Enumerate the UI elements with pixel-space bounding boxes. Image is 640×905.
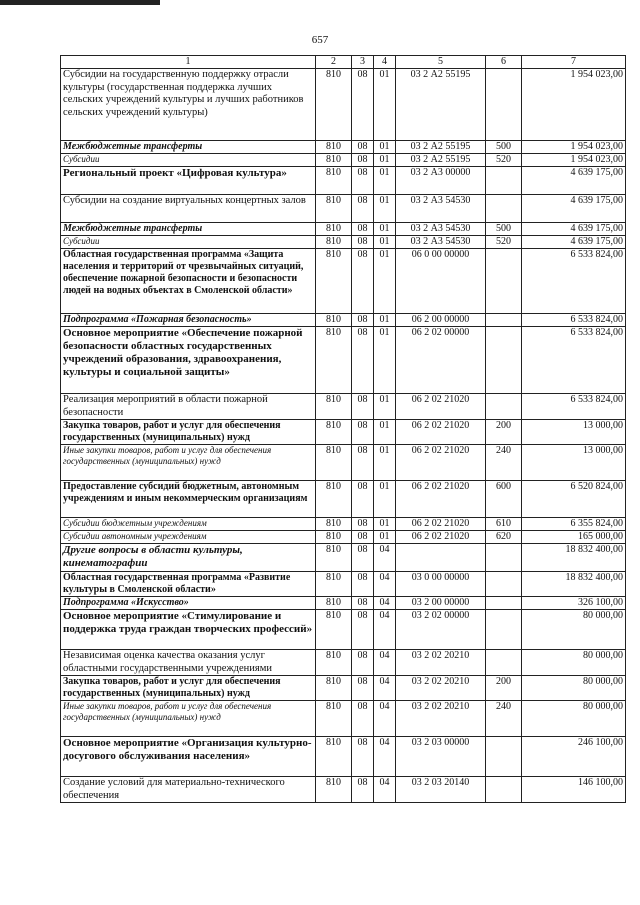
table-row: [61, 445, 626, 481]
row-amount: 6 533 824,00: [522, 327, 626, 394]
header-col-3: 3: [352, 56, 374, 69]
row-code-admin: 810: [316, 154, 352, 167]
row-code-section: 08: [352, 737, 374, 777]
budget-table: [60, 55, 626, 803]
row-amount: 4 639 175,00: [522, 223, 626, 236]
row-code-admin: 810: [316, 737, 352, 777]
table-body: [61, 69, 626, 803]
table-row: [61, 327, 626, 394]
header-col-7: 7: [522, 56, 626, 69]
row-code-target: 03 2 02 20210: [396, 676, 486, 701]
row-name: Подпрограмма «Искусство»: [61, 597, 316, 610]
row-amount: 13 000,00: [522, 445, 626, 481]
table-row: [61, 544, 626, 572]
row-amount: 18 832 400,00: [522, 544, 626, 572]
row-code-target: 06 2 02 21020: [396, 481, 486, 518]
row-code-admin: 810: [316, 650, 352, 676]
row-code-target: 03 2 А3 54530: [396, 223, 486, 236]
row-code-expense-type: [486, 249, 522, 314]
scan-edge-mark: [0, 0, 160, 5]
row-code-admin: 810: [316, 610, 352, 650]
row-code-subsection: 04: [374, 737, 396, 777]
row-code-subsection: 01: [374, 327, 396, 394]
row-code-subsection: 01: [374, 481, 396, 518]
table-row: [61, 676, 626, 701]
row-name: Субсидии бюджетным учреждениям: [61, 518, 316, 531]
row-code-section: 08: [352, 701, 374, 737]
table-row: [61, 701, 626, 737]
row-code-expense-type: [486, 69, 522, 141]
row-code-target: 03 2 А2 55195: [396, 141, 486, 154]
row-name: Областная государственная программа «Развитие культуры в Смоленской области»: [61, 572, 316, 597]
header-col-1: 1: [61, 56, 316, 69]
row-code-target: 06 2 00 00000: [396, 314, 486, 327]
row-amount: 6 533 824,00: [522, 249, 626, 314]
row-amount: 6 533 824,00: [522, 394, 626, 420]
table-row: [61, 69, 626, 141]
row-code-admin: 810: [316, 195, 352, 223]
row-code-target: 03 2 00 00000: [396, 597, 486, 610]
row-code-admin: 810: [316, 141, 352, 154]
row-name: Предоставление субсидий бюджетным, автономным учреждениям и иным некоммерческим организациям: [61, 481, 316, 518]
row-name: Основное мероприятие «Организация культурно-досугового обслуживания населения»: [61, 737, 316, 777]
row-amount: 80 000,00: [522, 650, 626, 676]
row-code-admin: 810: [316, 223, 352, 236]
row-code-subsection: 01: [374, 249, 396, 314]
row-code-target: 03 0 00 00000: [396, 572, 486, 597]
row-code-expense-type: [486, 737, 522, 777]
row-code-admin: 810: [316, 445, 352, 481]
row-code-subsection: 01: [374, 223, 396, 236]
row-code-subsection: 04: [374, 650, 396, 676]
row-code-target: 06 2 02 21020: [396, 420, 486, 445]
row-code-expense-type: [486, 544, 522, 572]
row-code-admin: 810: [316, 249, 352, 314]
row-code-target: 03 2 А2 55195: [396, 69, 486, 141]
row-amount: 6 520 824,00: [522, 481, 626, 518]
row-code-admin: 810: [316, 531, 352, 544]
row-code-subsection: 01: [374, 531, 396, 544]
row-code-expense-type: 500: [486, 141, 522, 154]
row-code-target: 03 2 А2 55195: [396, 154, 486, 167]
table-row: [61, 518, 626, 531]
row-code-expense-type: 520: [486, 154, 522, 167]
row-amount: 80 000,00: [522, 676, 626, 701]
row-code-admin: 810: [316, 544, 352, 572]
row-name: Независимая оценка качества оказания услуг областными государственными учреждениями: [61, 650, 316, 676]
row-code-subsection: 01: [374, 394, 396, 420]
row-code-subsection: 01: [374, 167, 396, 195]
page-number: 657: [311, 34, 329, 46]
row-code-section: 08: [352, 69, 374, 141]
row-code-admin: 810: [316, 597, 352, 610]
header-col-6: 6: [486, 56, 522, 69]
row-code-admin: 810: [316, 236, 352, 249]
row-code-section: 08: [352, 141, 374, 154]
row-code-expense-type: 620: [486, 531, 522, 544]
row-name: Закупка товаров, работ и услуг для обеспечения государственных (муниципальных) нужд: [61, 420, 316, 445]
row-name: Межбюджетные трансферты: [61, 223, 316, 236]
table-row: [61, 777, 626, 803]
row-amount: 1 954 023,00: [522, 154, 626, 167]
row-code-section: 08: [352, 236, 374, 249]
table-row: [61, 314, 626, 327]
row-code-expense-type: 200: [486, 420, 522, 445]
row-amount: 13 000,00: [522, 420, 626, 445]
row-code-subsection: 04: [374, 610, 396, 650]
row-code-section: 08: [352, 167, 374, 195]
row-code-subsection: 04: [374, 701, 396, 737]
table-row: [61, 236, 626, 249]
row-code-section: 08: [352, 531, 374, 544]
row-name: Основное мероприятие «Обеспечение пожарной безопасности областных государственных учреждений образования, здравоохранения, культуры и социальной защиты»: [61, 327, 316, 394]
row-amount: 80 000,00: [522, 701, 626, 737]
row-code-section: 08: [352, 676, 374, 701]
row-name: Создание условий для материально-технического обеспечения: [61, 777, 316, 803]
row-code-subsection: 04: [374, 572, 396, 597]
table-row: [61, 195, 626, 223]
table-row: [61, 481, 626, 518]
row-amount: 80 000,00: [522, 610, 626, 650]
row-code-expense-type: 200: [486, 676, 522, 701]
row-amount: 246 100,00: [522, 737, 626, 777]
row-code-subsection: 04: [374, 676, 396, 701]
row-name: Субсидии на государственную поддержку отрасли культуры (государственная поддержка лучших сельских учреждений культуры и лучших работников сельских учреждений культуры): [61, 69, 316, 141]
row-code-target: 06 2 02 21020: [396, 531, 486, 544]
row-code-admin: 810: [316, 572, 352, 597]
row-code-expense-type: 500: [486, 223, 522, 236]
row-code-subsection: 01: [374, 154, 396, 167]
row-code-section: 08: [352, 572, 374, 597]
row-code-target: 03 2 02 20210: [396, 650, 486, 676]
row-code-expense-type: [486, 167, 522, 195]
row-code-subsection: 01: [374, 518, 396, 531]
row-name: Областная государственная программа «Защита населения и территорий от чрезвычайных ситуаций, обеспечение пожарной безопасности и безопасности людей на водных объектах в Смоленской области»: [61, 249, 316, 314]
header-col-4: 4: [374, 56, 396, 69]
header-col-2: 2: [316, 56, 352, 69]
row-code-target: 03 2 02 20210: [396, 701, 486, 737]
table-row: [61, 394, 626, 420]
row-amount: 4 639 175,00: [522, 236, 626, 249]
table-row: [61, 737, 626, 777]
row-code-admin: 810: [316, 167, 352, 195]
row-code-subsection: 04: [374, 544, 396, 572]
row-code-section: 08: [352, 327, 374, 394]
row-code-expense-type: [486, 777, 522, 803]
row-name: Субсидии автономным учреждениям: [61, 531, 316, 544]
header-row: [61, 56, 626, 69]
row-code-admin: 810: [316, 777, 352, 803]
row-code-admin: 810: [316, 481, 352, 518]
table-row: [61, 420, 626, 445]
row-code-target: 06 0 00 00000: [396, 249, 486, 314]
row-name: Основное мероприятие «Стимулирование и поддержка труда граждан творческих профессий»: [61, 610, 316, 650]
row-name: Реализация мероприятий в области пожарной безопасности: [61, 394, 316, 420]
row-code-target: 06 2 02 21020: [396, 445, 486, 481]
table-row: [61, 610, 626, 650]
row-code-admin: 810: [316, 676, 352, 701]
row-code-target: 03 2 А3 00000: [396, 167, 486, 195]
row-code-section: 08: [352, 154, 374, 167]
row-code-section: 08: [352, 223, 374, 236]
row-code-section: 08: [352, 650, 374, 676]
row-code-expense-type: [486, 650, 522, 676]
row-code-section: 08: [352, 394, 374, 420]
table-row: [61, 572, 626, 597]
table-row: [61, 141, 626, 154]
row-code-expense-type: 240: [486, 445, 522, 481]
row-code-target: 06 2 02 00000: [396, 327, 486, 394]
row-code-target: [396, 544, 486, 572]
table-row: [61, 531, 626, 544]
row-name: Иные закупки товаров, работ и услуг для обеспечения государственных (муниципальных) нужд: [61, 701, 316, 737]
row-code-expense-type: [486, 314, 522, 327]
row-code-admin: 810: [316, 327, 352, 394]
row-code-subsection: 01: [374, 420, 396, 445]
row-code-admin: 810: [316, 314, 352, 327]
row-code-expense-type: [486, 597, 522, 610]
row-code-subsection: 04: [374, 777, 396, 803]
row-code-expense-type: [486, 195, 522, 223]
row-code-expense-type: [486, 394, 522, 420]
row-amount: 326 100,00: [522, 597, 626, 610]
table-row: [61, 167, 626, 195]
row-code-target: 06 2 02 21020: [396, 518, 486, 531]
row-amount: 146 100,00: [522, 777, 626, 803]
row-code-admin: 810: [316, 394, 352, 420]
row-code-expense-type: [486, 327, 522, 394]
row-amount: 6 533 824,00: [522, 314, 626, 327]
row-code-admin: 810: [316, 518, 352, 531]
header-col-5: 5: [396, 56, 486, 69]
table-row: [61, 249, 626, 314]
table-row: [61, 223, 626, 236]
table-row: [61, 650, 626, 676]
row-code-target: 03 2 02 00000: [396, 610, 486, 650]
row-code-section: 08: [352, 481, 374, 518]
row-name: Региональный проект «Цифровая культура»: [61, 167, 316, 195]
row-code-admin: 810: [316, 69, 352, 141]
row-amount: 6 355 824,00: [522, 518, 626, 531]
row-code-subsection: 01: [374, 445, 396, 481]
row-name: Субсидии: [61, 236, 316, 249]
row-code-subsection: 01: [374, 236, 396, 249]
row-amount: 4 639 175,00: [522, 167, 626, 195]
row-name: Подпрограмма «Пожарная безопасность»: [61, 314, 316, 327]
row-code-expense-type: 600: [486, 481, 522, 518]
row-code-section: 08: [352, 314, 374, 327]
table-row: [61, 597, 626, 610]
row-amount: 165 000,00: [522, 531, 626, 544]
row-code-section: 08: [352, 518, 374, 531]
row-code-target: 03 2 А3 54530: [396, 195, 486, 223]
row-name: Другие вопросы в области культуры, кинематографии: [61, 544, 316, 572]
row-code-subsection: 01: [374, 314, 396, 327]
row-amount: 18 832 400,00: [522, 572, 626, 597]
row-code-section: 08: [352, 544, 374, 572]
row-code-expense-type: 240: [486, 701, 522, 737]
row-code-expense-type: [486, 610, 522, 650]
row-code-section: 08: [352, 777, 374, 803]
row-code-section: 08: [352, 420, 374, 445]
row-code-target: 03 2 03 20140: [396, 777, 486, 803]
row-code-subsection: 01: [374, 69, 396, 141]
row-amount: 1 954 023,00: [522, 69, 626, 141]
row-amount: 4 639 175,00: [522, 195, 626, 223]
row-code-expense-type: 610: [486, 518, 522, 531]
row-code-target: 06 2 02 21020: [396, 394, 486, 420]
row-code-target: 03 2 03 00000: [396, 737, 486, 777]
row-code-expense-type: [486, 572, 522, 597]
row-name: Субсидии на создание виртуальных концертных залов: [61, 195, 316, 223]
row-name: Иные закупки товаров, работ и услуг для обеспечения государственных (муниципальных) нужд: [61, 445, 316, 481]
row-code-section: 08: [352, 195, 374, 223]
table-row: [61, 154, 626, 167]
row-code-section: 08: [352, 249, 374, 314]
row-name: Субсидии: [61, 154, 316, 167]
row-code-expense-type: 520: [486, 236, 522, 249]
row-code-section: 08: [352, 597, 374, 610]
row-code-section: 08: [352, 445, 374, 481]
row-code-subsection: 01: [374, 195, 396, 223]
row-code-subsection: 04: [374, 597, 396, 610]
row-code-admin: 810: [316, 420, 352, 445]
row-code-target: 03 2 А3 54530: [396, 236, 486, 249]
row-code-section: 08: [352, 610, 374, 650]
row-code-subsection: 01: [374, 141, 396, 154]
row-name: Закупка товаров, работ и услуг для обеспечения государственных (муниципальных) нужд: [61, 676, 316, 701]
row-code-admin: 810: [316, 701, 352, 737]
row-amount: 1 954 023,00: [522, 141, 626, 154]
row-name: Межбюджетные трансферты: [61, 141, 316, 154]
